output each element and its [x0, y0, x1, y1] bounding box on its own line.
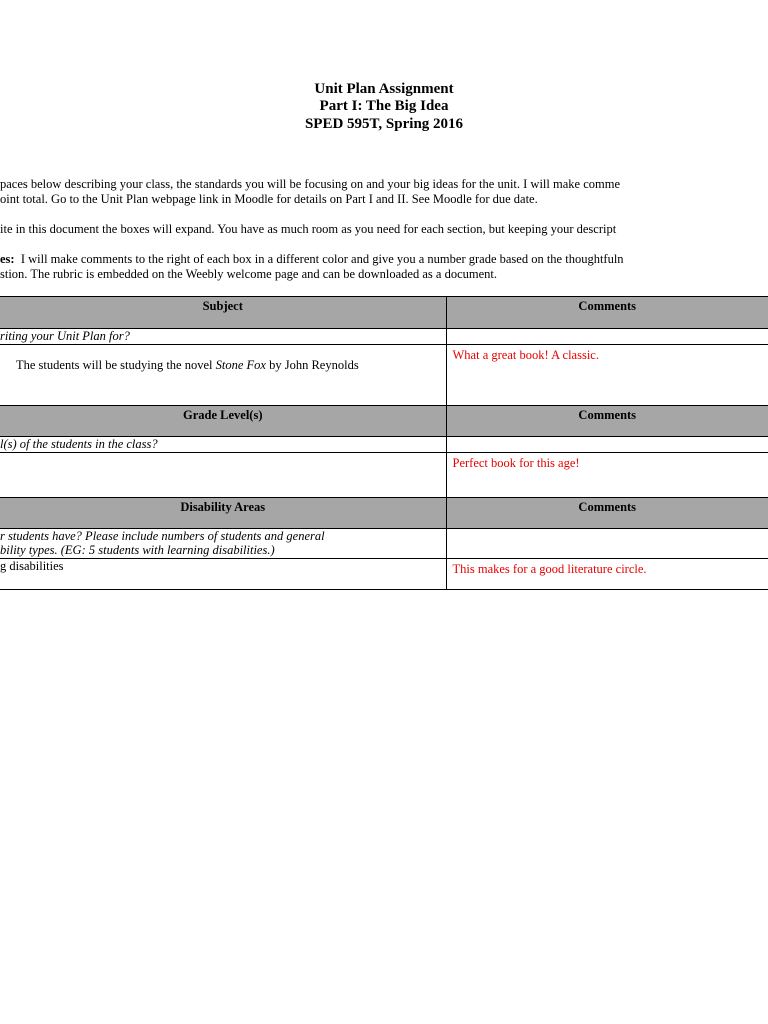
- answer-cell[interactable]: [0, 453, 446, 498]
- comment-cell[interactable]: What a great book! A classic.: [446, 345, 768, 406]
- comment-cell[interactable]: Perfect book for this age!: [446, 453, 768, 498]
- unit-plan-table: [0, 296, 768, 590]
- question-line: r students have? Please include numbers of students and general: [0, 529, 325, 543]
- question-cell: [0, 529, 446, 559]
- comment-cell: [446, 529, 768, 559]
- table-row: [0, 498, 768, 529]
- comments-header: Comments: [446, 297, 768, 329]
- answer-cell[interactable]: g disabilities: [0, 559, 446, 590]
- section-header: Grade Level(s): [0, 406, 446, 437]
- comments-header: Comments: [446, 406, 768, 437]
- answer-text: The students will be studying the novel: [16, 358, 216, 372]
- question-cell: l(s) of the students in the class?: [0, 437, 446, 453]
- table-row: [0, 406, 768, 437]
- question-line: bility types. (EG: 5 students with learning disabilities.): [0, 543, 275, 557]
- answer-text: by John Reynolds: [265, 358, 359, 372]
- section-header: Disability Areas: [0, 498, 446, 529]
- doc-title: Unit Plan Assignment: [314, 81, 454, 97]
- instructions-line: oint total. Go to the Unit Plan webpage link in Moodle for details on Part I and II. See Moodle for due date.: [0, 192, 538, 206]
- comment-cell: [446, 329, 768, 345]
- table-row: [0, 453, 768, 498]
- table-row: [0, 345, 768, 406]
- table-row: [0, 559, 768, 590]
- question-cell: riting your Unit Plan for?: [0, 329, 446, 345]
- instructions-line: [0, 252, 768, 267]
- comment-cell: [446, 437, 768, 453]
- notes-text: I will make comments to the right of each box in a different color and give you a number grade based on the thoughtfuln: [14, 252, 624, 266]
- section-header: Subject: [0, 297, 446, 329]
- instructions-line: paces below describing your class, the standards you will be focusing on and your big ideas for the unit. I will make comme: [0, 177, 620, 191]
- instructions-line: ite in this document the boxes will expand. You have as much room as you need for each section, but keeping your descript: [0, 222, 617, 236]
- table-row: [0, 329, 768, 345]
- table-row: [0, 437, 768, 453]
- book-title: Stone Fox: [215, 358, 266, 372]
- doc-subtitle: Part I: The Big Idea: [319, 98, 449, 114]
- comments-header: Comments: [446, 498, 768, 529]
- answer-cell[interactable]: [0, 345, 446, 406]
- comment-cell[interactable]: This makes for a good literature circle.: [446, 559, 768, 590]
- instructions-line: stion. The rubric is embedded on the Weebly welcome page and can be downloaded as a document.: [0, 267, 497, 281]
- notes-label: es:: [0, 252, 15, 266]
- table-row: [0, 297, 768, 329]
- course-term: SPED 595T, Spring 2016: [304, 116, 464, 132]
- table-row: [0, 529, 768, 559]
